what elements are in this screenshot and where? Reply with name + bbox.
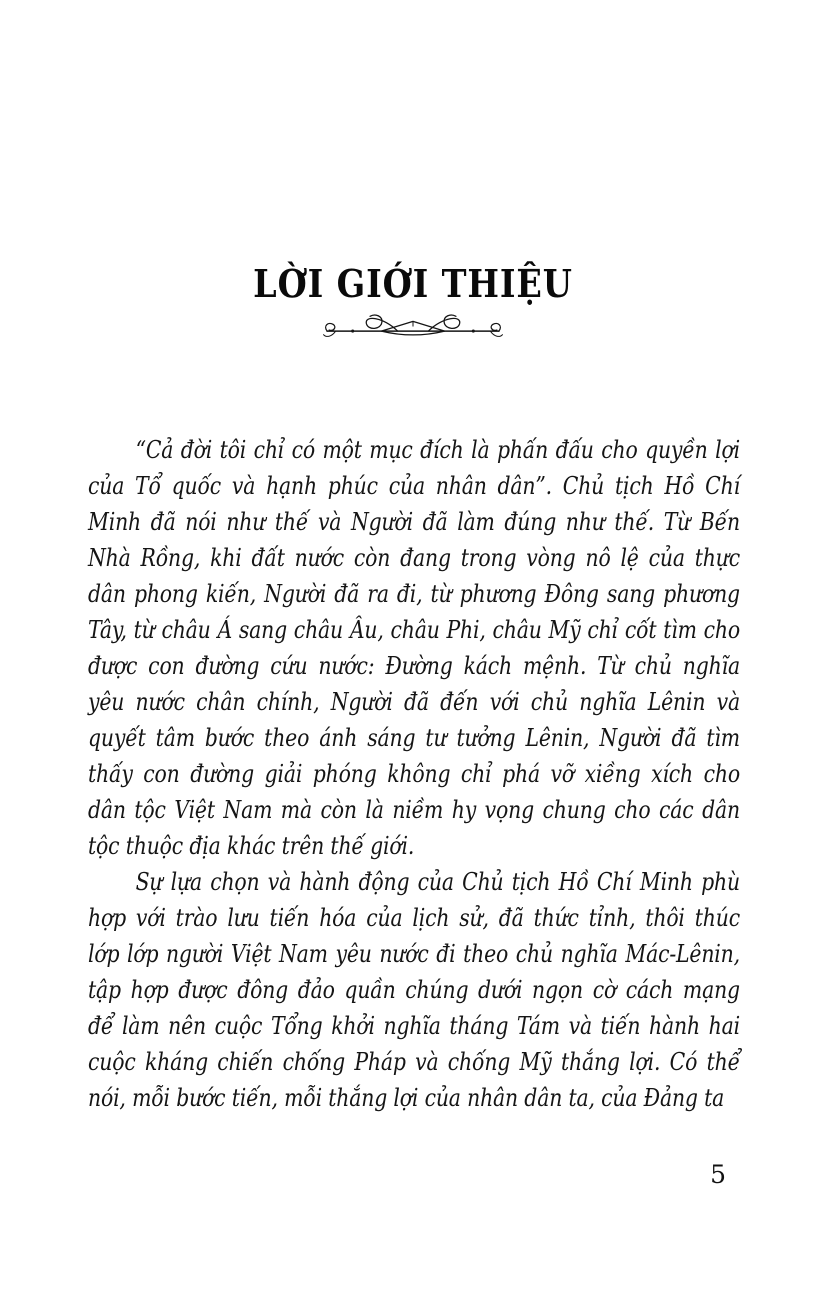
flourish-ornament-icon: [321, 310, 505, 344]
text-line: “Cả đời tôi chỉ có một mục đích là phấn đấu cho quyền lợi: [135, 436, 740, 464]
text-line: Sự lựa chọn và hành động của Chủ tịch Hồ Chí Minh phù: [135, 868, 740, 896]
text-line: nói, mỗi bước tiến, mỗi thắng lợi của nhân dân ta, của Đảng ta: [88, 1084, 725, 1112]
text-line: dân phong kiến, Người đã ra đi, từ phương Đông sang phương: [88, 580, 740, 608]
text-line: Minh đã nói như thế và Người đã làm đúng như thế. Từ Bến: [88, 508, 740, 536]
page-title: LỜI GIỚI THIỆU: [253, 261, 573, 306]
ornament-container: [0, 310, 826, 346]
text-line: lớp lớp người Việt Nam yêu nước đi theo chủ nghĩa Mác-Lênin,: [88, 940, 740, 968]
text-line: hợp với trào lưu tiến hóa của lịch sử, đã thức tỉnh, thôi thúc: [88, 904, 740, 932]
page-number: 5: [710, 1160, 726, 1189]
text-line: cuộc kháng chiến chống Pháp và chống Mỹ thắng lợi. Có thể: [88, 1048, 740, 1076]
text-line: quyết tâm bước theo ánh sáng tư tưởng Lênin, Người đã tìm: [88, 724, 740, 752]
paragraph: [88, 432, 740, 864]
text-line: tập hợp được đông đảo quần chúng dưới ngọn cờ cách mạng: [88, 976, 740, 1004]
text-line: để làm nên cuộc Tổng khởi nghĩa tháng Tám và tiến hành hai: [88, 1012, 740, 1040]
text-line: của Tổ quốc và hạnh phúc của nhân dân”. Chủ tịch Hồ Chí: [88, 472, 740, 500]
paragraph: [88, 864, 740, 1116]
text-line: yêu nước chân chính, Người đã đến với chủ nghĩa Lênin và: [88, 688, 740, 716]
text-line: dân tộc Việt Nam mà còn là niềm hy vọng chung cho các dân: [88, 796, 740, 824]
text-line: thấy con đường giải phóng không chỉ phá vỡ xiềng xích cho: [88, 760, 740, 788]
text-line: được con đường cứu nước: Đường kách mệnh. Từ chủ nghĩa: [88, 652, 740, 680]
text-line: Nhà Rồng, khi đất nước còn đang trong vòng nô lệ của thực: [88, 544, 740, 572]
text-line: Tây, từ châu Á sang châu Âu, châu Phi, châu Mỹ chỉ cốt tìm cho: [88, 616, 740, 644]
text-line: tộc thuộc địa khác trên thế giới.: [88, 832, 415, 860]
body-text: [88, 432, 740, 1116]
